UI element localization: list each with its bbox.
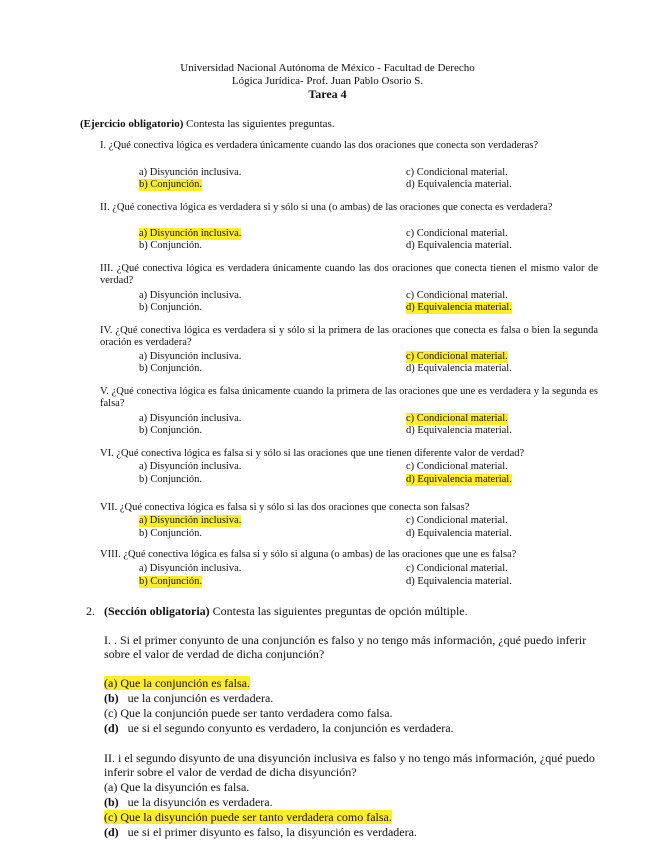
s2q1-option-c: (c) Que la conjunción puede ser tanto verdadera como falsa. bbox=[104, 706, 393, 720]
q6-option-c: c) Condicional material. bbox=[406, 461, 508, 472]
section1-instruction: Contesta las siguientes preguntas. bbox=[186, 118, 335, 130]
s2q1-option-a: (a) Que la conjunción es falsa. bbox=[104, 676, 250, 690]
q1-option-c: c) Condicional material. bbox=[406, 167, 508, 178]
q5-option-c: c) Condicional material. bbox=[406, 413, 508, 424]
q4-option-b: b) Conjunción. bbox=[139, 363, 202, 374]
section2-heading bbox=[86, 604, 468, 619]
q4-option-c: c) Condicional material. bbox=[406, 351, 508, 362]
q3-option-a: a) Disyunción inclusiva. bbox=[139, 290, 242, 301]
q4-option-a: a) Disyunción inclusiva. bbox=[139, 351, 242, 362]
s2q2-option-d-text: ue si el primer disyunto es falso, la disyunción es verdadera. bbox=[127, 825, 417, 839]
question-3: III. ¿Qué conectiva lógica es verdadera únicamente cuando las dos oraciones que conecta tienen el mismo valor de verdad? bbox=[100, 263, 598, 286]
section2-question-1: I. . Si el primer conyunto de una conjunción es falso y no tengo más información, ¿qué puedo inferir sobre el valor de verdad de dicha conjunción? bbox=[104, 633, 587, 661]
section2-question-2: II. i el segundo disyunto de una disyunción inclusiva es falso y no tengo más información, ¿qué puedo inferir sobre el valor de verdad de dicha disyunción? bbox=[104, 751, 595, 779]
course-line: Lógica Jurídica- Prof. Juan Pablo Osorio S. bbox=[231, 75, 424, 87]
question-6: VI. ¿Qué conectiva lógica es falsa si y sólo si las oraciones que une tienen diferente valor de verdad? bbox=[100, 448, 525, 459]
q2-option-b: b) Conjunción. bbox=[139, 240, 202, 251]
q8-option-d: d) Equivalencia material. bbox=[406, 576, 512, 587]
q3-option-b: b) Conjunción. bbox=[139, 302, 202, 313]
question-4: IV. ¿Qué conectiva lógica es verdadera si y sólo si la primera de las oraciones que conecta es falsa o bien la segunda oración es verdadera? bbox=[100, 325, 598, 348]
question-7: VII. ¿Qué conectiva lógica es falsa si y sólo si las dos oraciones que conecta son falsas? bbox=[100, 502, 470, 513]
q5-option-a: a) Disyunción inclusiva. bbox=[139, 413, 242, 424]
q8-option-a: a) Disyunción inclusiva. bbox=[139, 563, 242, 574]
q8-option-b: b) Conjunción. bbox=[139, 576, 202, 587]
q2-option-a: a) Disyunción inclusiva. bbox=[139, 228, 242, 239]
q5-option-b: b) Conjunción. bbox=[139, 425, 202, 436]
s2q2-option-a: (a) Que la disyunción es falsa. bbox=[104, 780, 250, 794]
s2q1-option-b-text: ue la conjunción es verdadera. bbox=[127, 691, 274, 705]
s2q2-option-c: (c) Que la disyunción puede ser tanto verdadera como falsa. bbox=[104, 810, 392, 824]
q8-option-c: c) Condicional material. bbox=[406, 563, 508, 574]
s2q2-option-d-label: (d) bbox=[104, 825, 119, 839]
q5-option-d: d) Equivalencia material. bbox=[406, 425, 512, 436]
question-1: I. ¿Qué conectiva lógica es verdadera únicamente cuando las dos oraciones que conecta son verdaderas? bbox=[100, 140, 539, 151]
s2q1-option-b-label: (b) bbox=[104, 691, 119, 705]
question-8: VIII. ¿Qué conectiva lógica es falsa si y sólo si alguna (o ambas) de las oraciones que une es falsa? bbox=[100, 549, 517, 560]
question-2: II. ¿Qué conectiva lógica es verdadera si y sólo si una (o ambas) de las oraciones que conecta es verdadera? bbox=[100, 202, 553, 213]
s2q2-option-b bbox=[104, 795, 273, 809]
q3-option-c: c) Condicional material. bbox=[406, 290, 508, 301]
s2q1-option-b bbox=[104, 691, 273, 705]
section1-label: (Ejercicio obligatorio) bbox=[80, 118, 184, 130]
q2-option-c: c) Condicional material. bbox=[406, 228, 508, 239]
q7-option-b: b) Conjunción. bbox=[139, 528, 202, 539]
s2q2-option-b-label: (b) bbox=[104, 795, 119, 809]
page-title: Tarea 4 bbox=[308, 87, 347, 101]
q7-option-d: d) Equivalencia material. bbox=[406, 528, 512, 539]
q6-option-d: d) Equivalencia material. bbox=[406, 474, 512, 485]
section2-instruction: Contesta las siguientes preguntas de opción múltiple. bbox=[212, 604, 468, 618]
s2q2-option-d bbox=[104, 825, 417, 839]
question-5: V. ¿Qué conectiva lógica es falsa únicamente cuando la primera de las oraciones que une es verdadera y la segunda es falsa? bbox=[100, 386, 598, 409]
q3-option-d: d) Equivalencia material. bbox=[406, 302, 512, 313]
s2q1-option-d-label: (d) bbox=[104, 721, 119, 735]
s2q1-option-d-text: ue si el segundo conyunto es verdadero, la conjunción es verdadera. bbox=[127, 721, 454, 735]
q2-option-d: d) Equivalencia material. bbox=[406, 240, 512, 251]
s2q1-option-d bbox=[104, 721, 454, 735]
q1-option-d: d) Equivalencia material. bbox=[406, 179, 512, 190]
institution-line: Universidad Nacional Autónoma de México - Facultad de Derecho bbox=[180, 62, 475, 74]
s2q2-option-b-text: ue la disyunción es verdadera. bbox=[127, 795, 273, 809]
q6-option-a: a) Disyunción inclusiva. bbox=[139, 461, 242, 472]
q7-option-c: c) Condicional material. bbox=[406, 515, 508, 526]
section1-heading bbox=[80, 118, 335, 130]
q1-option-b: b) Conjunción. bbox=[139, 179, 202, 190]
q1-option-a: a) Disyunción inclusiva. bbox=[139, 167, 242, 178]
section2-number: 2. bbox=[86, 604, 95, 618]
q4-option-d: d) Equivalencia material. bbox=[406, 363, 512, 374]
section2-label: (Sección obligatoria) bbox=[104, 604, 210, 618]
q6-option-b: b) Conjunción. bbox=[139, 474, 202, 485]
q7-option-a: a) Disyunción inclusiva. bbox=[139, 515, 242, 526]
